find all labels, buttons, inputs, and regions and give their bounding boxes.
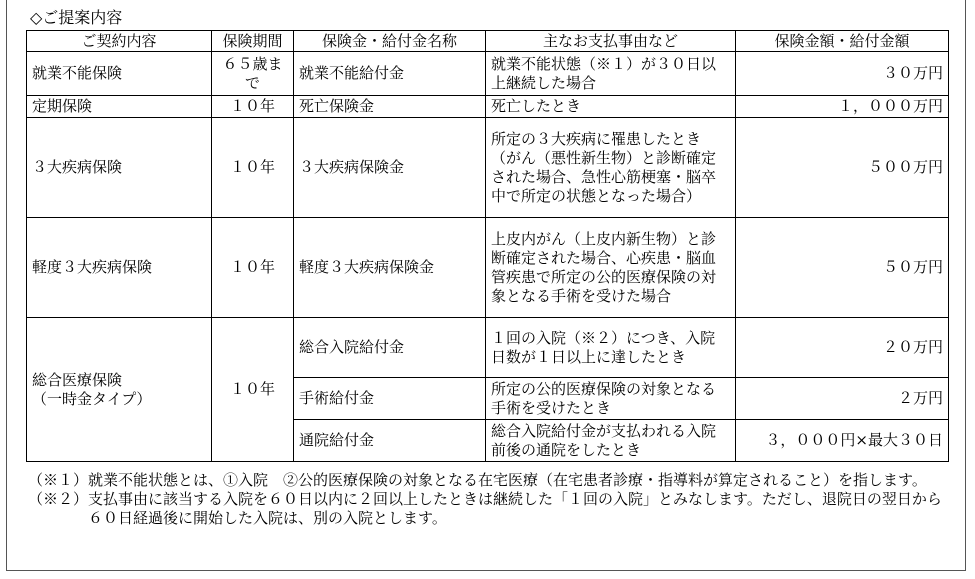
period-cell: ６５歳まで xyxy=(212,52,294,96)
footnotes xyxy=(28,471,950,528)
table-row xyxy=(27,52,949,96)
benefit-cell: 死亡保険金 xyxy=(294,96,486,118)
reason-cell: 所定の３大疾病に罹患したとき（がん（悪性新生物）と診断確定された場合、急性心筋梗塞・脳卒中で所定の状態となった場合） xyxy=(486,118,736,218)
table-row xyxy=(27,218,949,318)
reason-cell: 死亡したとき xyxy=(486,96,736,118)
period-cell: １０年 xyxy=(212,218,294,318)
reason-cell: 所定の公的医療保険の対象となる手術を受けたとき xyxy=(486,378,736,420)
footnote-mark: （※２） xyxy=(28,490,89,508)
contract-cell: 軽度３大疾病保険 xyxy=(27,218,212,318)
reason-cell: １回の入院（※２）につき、入院日数が１日以上に達したとき xyxy=(486,318,736,378)
contract-cell: ３大疾病保険 xyxy=(27,118,212,218)
table-row xyxy=(27,96,949,118)
amount-cell: ５００万円 xyxy=(736,118,949,218)
contract-cell: 就業不能保険 xyxy=(27,52,212,96)
proposal-table xyxy=(26,30,949,462)
footnote-text: 就業不能状態とは、①入院 ②公的医療保険の対象となる在宅医療（在宅患者診療・指導料が算定されること）を指します。 xyxy=(88,471,927,489)
header-contract: ご契約内容 xyxy=(27,31,212,52)
footnote-1 xyxy=(28,471,950,490)
footnote-text: 支払事由に該当する入院を６０日以内に２回以上したときは継続した「１回の入院」とみなします。ただし、退院日の翌日から６０日経過後に開始した入院は、別の入院とします。 xyxy=(88,490,942,527)
period-cell: １０年 xyxy=(212,96,294,118)
group-contract-cell xyxy=(27,318,212,462)
contract-cell: 定期保険 xyxy=(27,96,212,118)
reason-cell: 上皮内がん（上皮内新生物）と診断確定された場合、心疾患・脳血管疾患で所定の公的医療保険の対象となる手術を受けた場合 xyxy=(486,218,736,318)
benefit-cell: 就業不能給付金 xyxy=(294,52,486,96)
table-header-row xyxy=(27,31,949,52)
footnote-mark: （※１） xyxy=(28,471,89,489)
benefit-cell: 軽度３大疾病保険金 xyxy=(294,218,486,318)
amount-cell: ５０万円 xyxy=(736,218,949,318)
footnote-2 xyxy=(28,490,950,528)
benefit-cell: ３大疾病保険金 xyxy=(294,118,486,218)
group-period-cell: １０年 xyxy=(212,318,294,462)
benefit-cell: 手術給付金 xyxy=(294,378,486,420)
benefit-cell: 通院給付金 xyxy=(294,420,486,462)
table-row xyxy=(27,118,949,218)
header-benefit-name: 保険金・給付金名称 xyxy=(294,31,486,52)
header-payment-reason: 主なお支払事由など xyxy=(486,31,736,52)
benefit-cell: 総合入院給付金 xyxy=(294,318,486,378)
table-row xyxy=(27,318,949,378)
section-title: ◇ご提案内容 xyxy=(30,8,123,27)
amount-cell: ３０万円 xyxy=(736,52,949,96)
amount-cell: ２０万円 xyxy=(736,318,949,378)
header-amount: 保険金額・給付金額 xyxy=(736,31,949,52)
header-period: 保険期間 xyxy=(212,31,294,52)
group-contract-line1: 総合医療保険 xyxy=(32,370,123,389)
reason-cell: 就業不能状態（※１）が３０日以上継続した場合 xyxy=(486,52,736,96)
reason-cell: 総合入院給付金が支払われる入院前後の通院をしたとき xyxy=(486,420,736,462)
period-cell: １０年 xyxy=(212,118,294,218)
amount-cell: ３，０００円×最大３０日 xyxy=(736,420,949,462)
amount-cell: ２万円 xyxy=(736,378,949,420)
amount-cell: １，０００万円 xyxy=(736,96,949,118)
group-contract-line2: （一時金タイプ） xyxy=(32,389,152,408)
